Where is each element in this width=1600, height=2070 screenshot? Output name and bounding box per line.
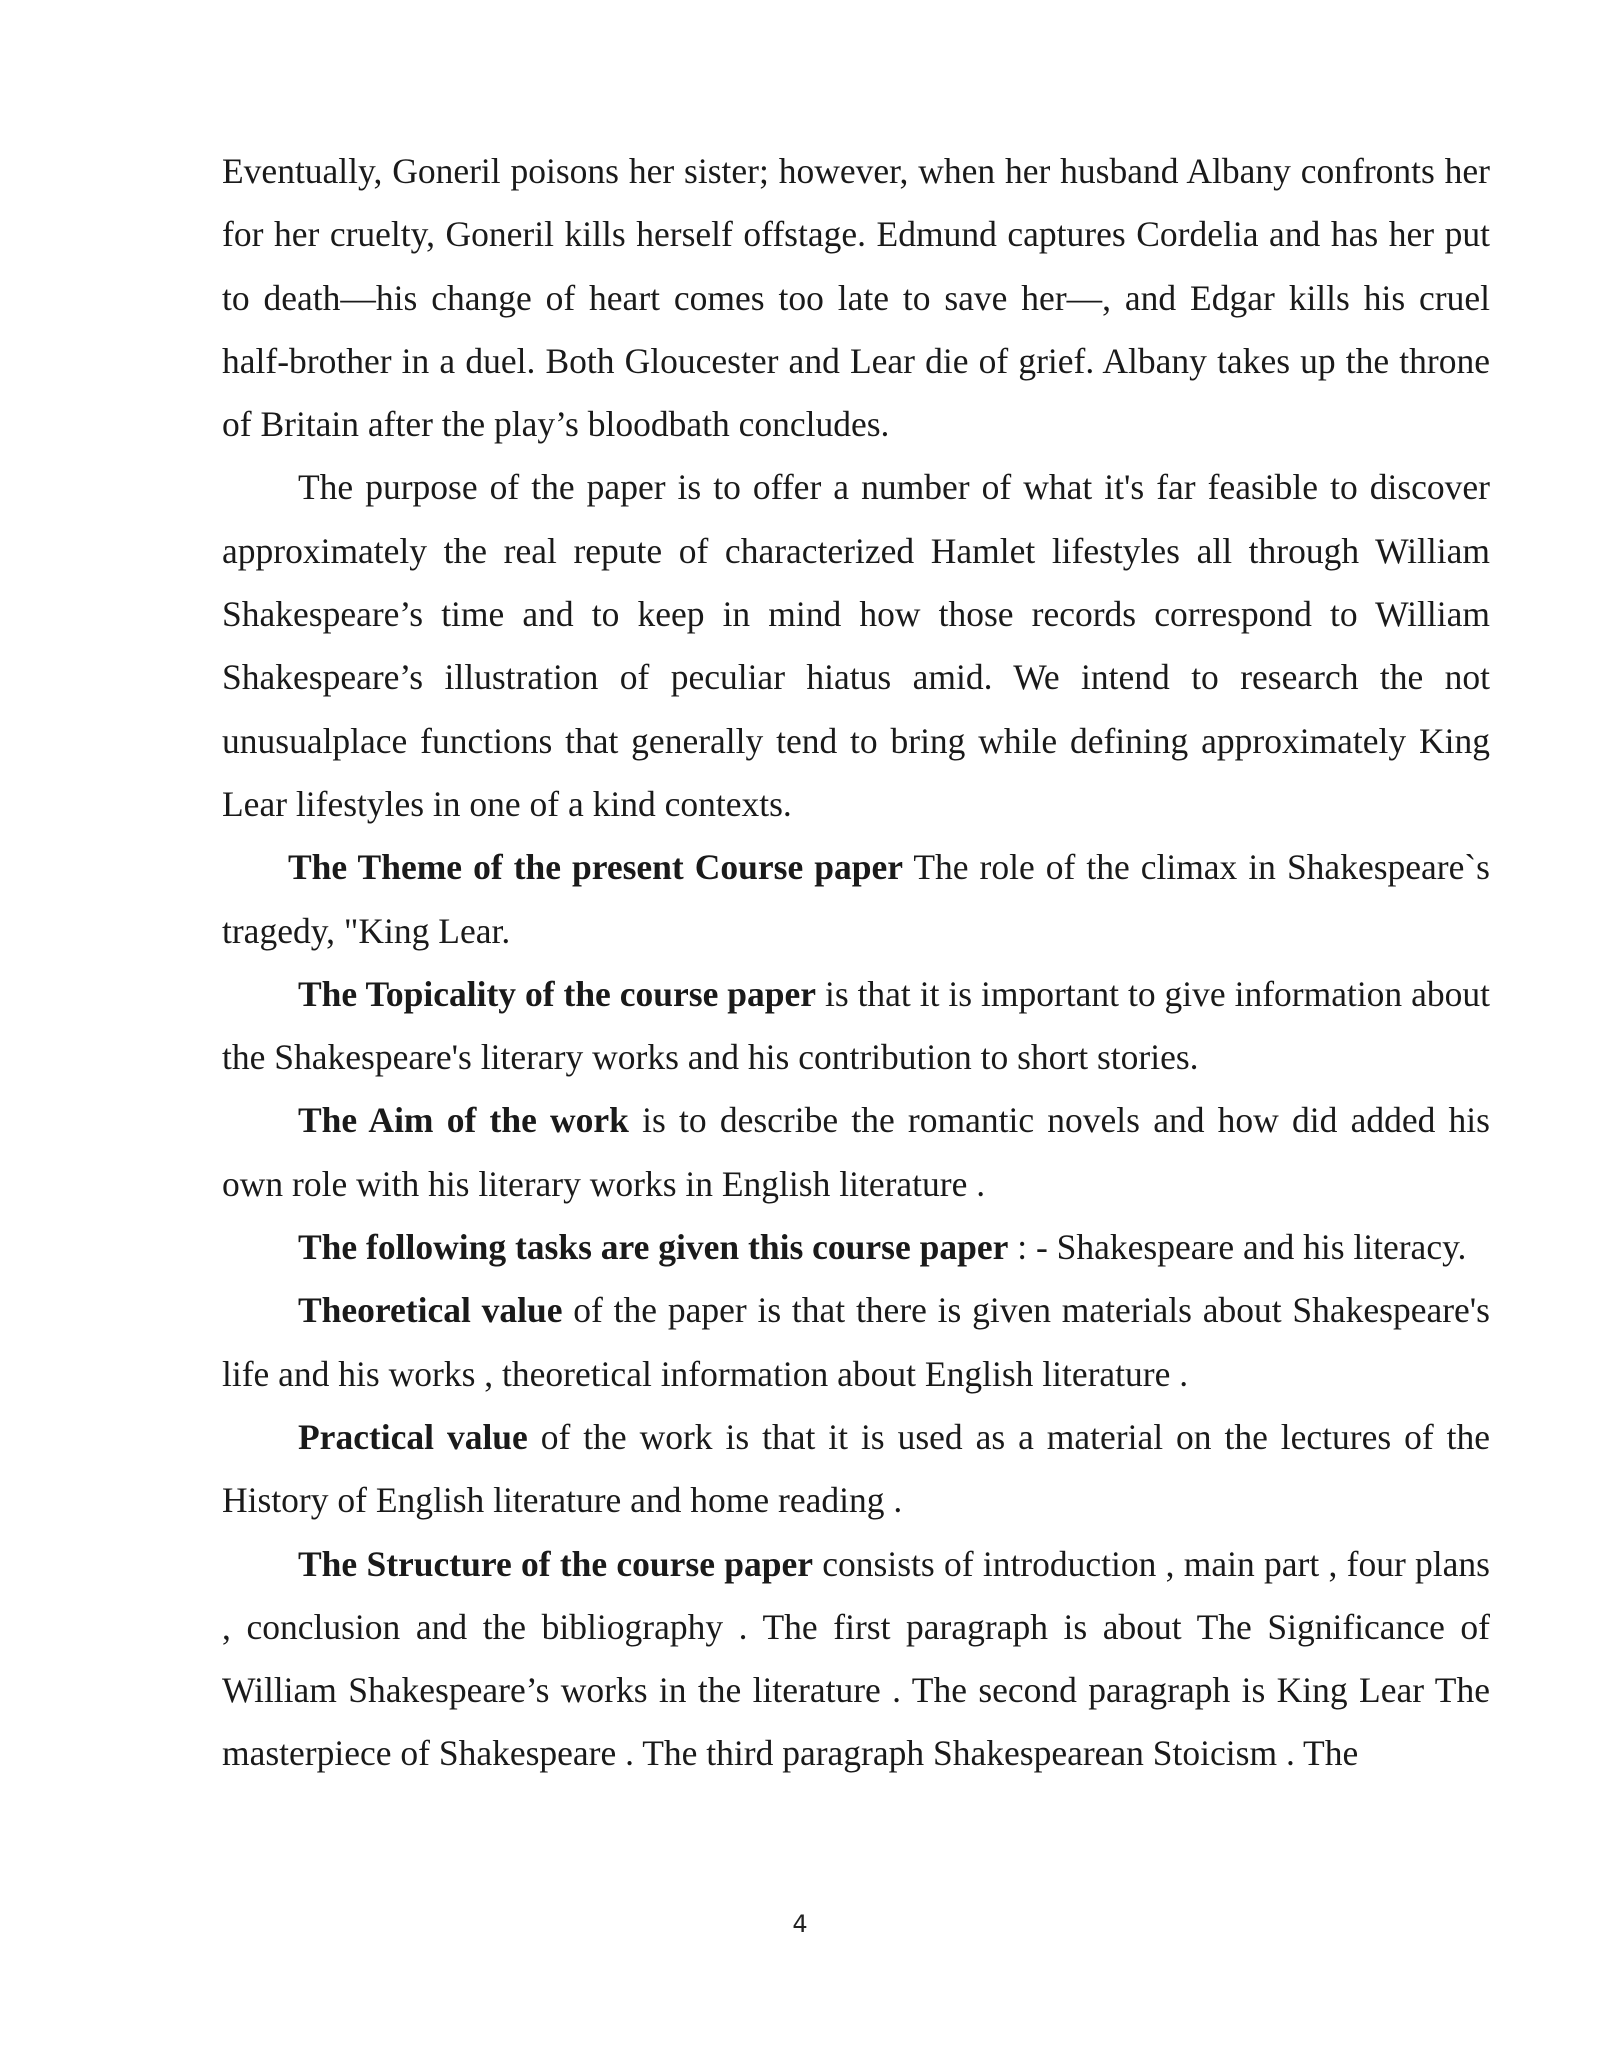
paragraph-text: is that it is important to give information about the Shakespeare's literary works and his contribution to short stories. [222,973,1490,1078]
paragraph-heading: The Structure of the course paper [298,1543,814,1584]
paragraph-text: consists of introduction , main part , four plans , conclusion and the bibliography . The first paragraph is about The Significance of William Shakespeare’s works in the literature . The second paragraph is King Lear The masterpiece of Shakespeare . The third paragraph Shakespearean Stoicism . The [222,1543,1490,1774]
paragraph-heading: The Aim of the work [298,1100,629,1141]
paragraph-purpose [222,456,1490,836]
paragraph-structure [222,1533,1490,1786]
paragraph-text: of the paper is that there is given materials about Shakespeare's life and his works , theoretical information about English literature . [222,1290,1490,1394]
paragraph-heading: The Topicality of the course paper [298,973,817,1014]
paragraph-theme [222,836,1490,963]
paragraph-text: of the work is that it is used as a material on the lectures of the History of English literature and home reading . [222,1416,1490,1521]
paragraph-text: The purpose of the paper is to offer a number of what it's far feasible to discover approximately the real repute of characterized Hamlet lifestyles all through William Shakespeare’s time and to keep in mind how those records correspond to William Shakespeare’s illustration of peculiar hiatus amid. We intend to research the not unusualplace functions that generally tend to bring while defining approximately King Lear lifestyles in one of a kind contexts. [222,467,1490,824]
paragraph-aim [222,1089,1490,1216]
paragraph-heading: The following tasks are given this course paper [298,1227,1009,1268]
paragraph-theoretical-value [222,1279,1490,1406]
paragraph-text: Eventually, Goneril poisons her sister; however, when her husband Albany confronts her for her cruelty, Goneril kills herself offstage. Edmund captures Cordelia and has her put to death—his change of heart comes too late to save her—, and Edgar kills his cruel half-brother in a duel. Both Gloucester and Lear die of grief. Albany takes up the throne of Britain after the play’s bloodbath concludes. [222,151,1490,445]
paragraph-text: : - Shakespeare and his literacy. [1008,1227,1467,1268]
paragraph-heading: The Theme of the present Course paper [288,847,903,888]
document-page [222,140,1490,1786]
paragraph-text: The role of the climax in Shakespeare`s tragedy, "King Lear. [222,847,1490,951]
paragraph-practical-value [222,1406,1490,1533]
paragraph-tasks [222,1216,1490,1279]
paragraph-plot-ending [222,140,1490,456]
paragraph-heading: Theoretical value [298,1290,563,1331]
page-number: 4 [792,1910,808,1938]
paragraph-heading: Practical value [298,1416,528,1457]
paragraph-topicality [222,963,1490,1090]
paragraph-text: is to describe the romantic novels and how did added his own role with his literary works in English literature . [222,1100,1490,1204]
